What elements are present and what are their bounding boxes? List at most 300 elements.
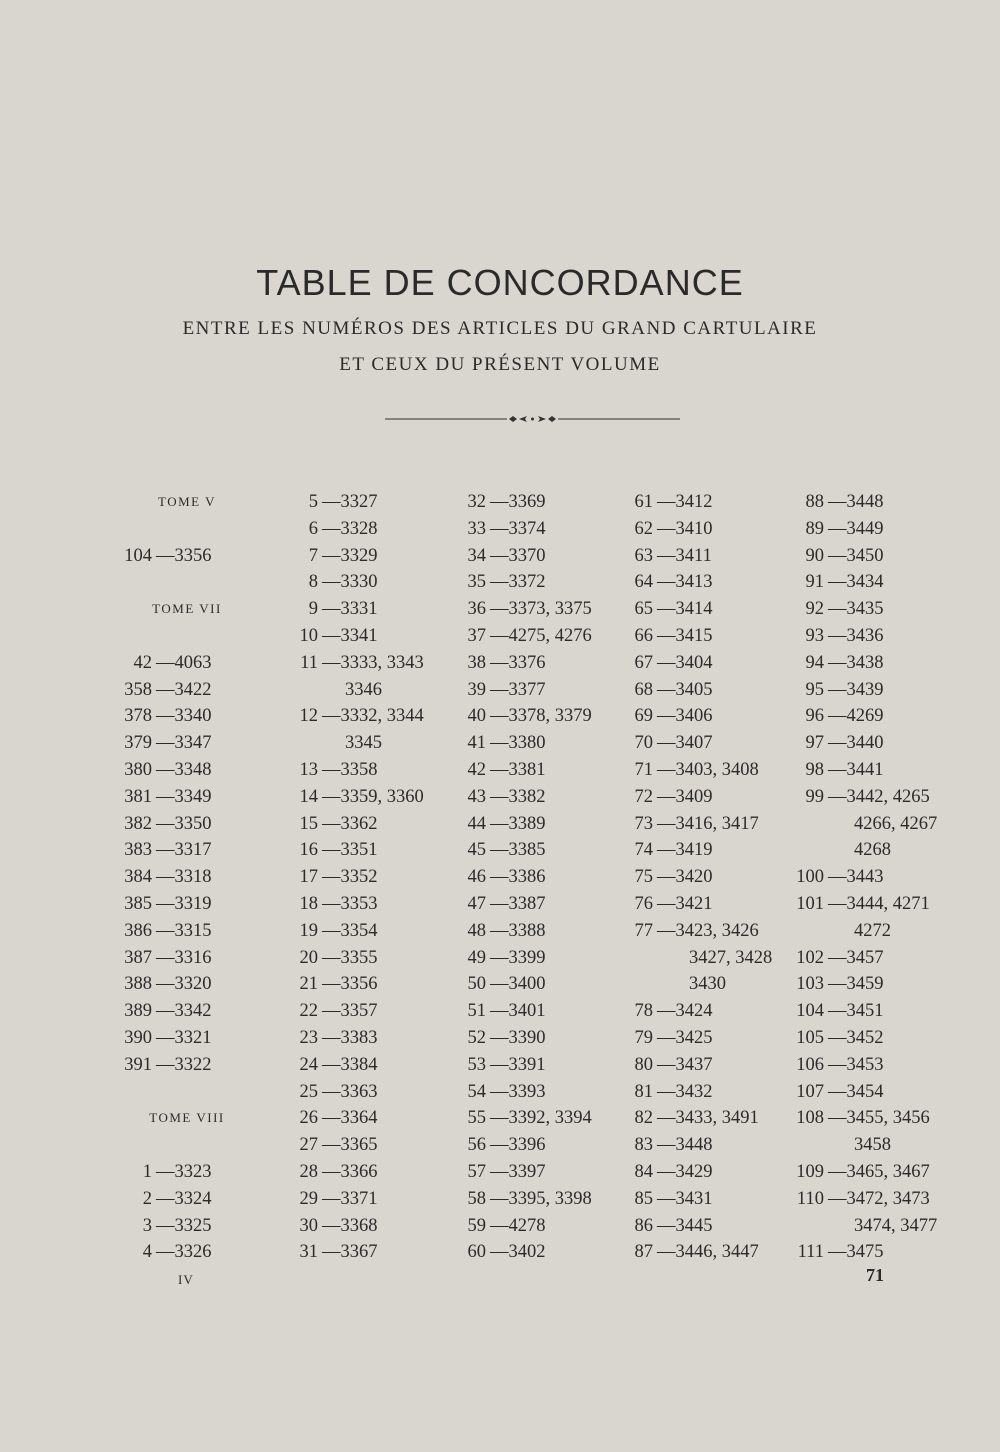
article-number: 109: [796, 1161, 824, 1182]
concordance-entry: [788, 864, 963, 891]
concordance-value: —3359, 3360: [322, 786, 424, 807]
concordance-entry: [625, 623, 795, 650]
concordance-value: —3409: [657, 786, 713, 807]
concordance-value: —3341: [322, 625, 378, 646]
article-number: 383: [124, 840, 152, 861]
article-number: 19: [299, 920, 318, 941]
concordance-value: —3436: [828, 625, 884, 646]
concordance-entry: [290, 971, 460, 998]
concordance-entry: [290, 1186, 460, 1213]
concordance-entry: [458, 703, 628, 730]
concordance-entry: [625, 1213, 795, 1240]
article-number: 81: [634, 1081, 653, 1102]
concordance-value: —3399: [490, 947, 546, 968]
concordance-entry: [112, 1052, 262, 1079]
article-number: 62: [634, 518, 653, 539]
concordance-entry: [788, 516, 963, 543]
subtitle-line-1: ENTRE LES NUMÉROS DES ARTICLES DU GRAND CARTULAIRE: [182, 318, 818, 339]
concordance-entry: [625, 489, 795, 516]
concordance-entry: [788, 677, 963, 704]
concordance-value: —3395, 3398: [490, 1188, 592, 1209]
concordance-entry: [788, 543, 963, 570]
concordance-entry: [458, 1239, 628, 1266]
concordance-value: —3348: [156, 759, 212, 780]
concordance-entry: [458, 1159, 628, 1186]
concordance-value: —3437: [657, 1054, 713, 1075]
concordance-entry: [290, 1052, 460, 1079]
concordance-entry: [458, 998, 628, 1025]
concordance-entry: [112, 730, 262, 757]
concordance-value: —3475: [828, 1242, 884, 1263]
concordance-entry: [788, 757, 963, 784]
article-number: 16: [299, 840, 318, 861]
concordance-entry: [788, 623, 963, 650]
article-number: 27: [299, 1135, 318, 1156]
concordance-entry: [788, 945, 963, 972]
article-number: 46: [467, 867, 486, 888]
concordance-value: —3381: [490, 759, 546, 780]
concordance-entry: [788, 1186, 963, 1213]
spacer-row: [112, 1079, 262, 1106]
concordance-value: —3385: [490, 840, 546, 861]
concordance-value: —3438: [828, 652, 884, 673]
article-number: 36: [467, 599, 486, 620]
concordance-entry: [112, 703, 262, 730]
concordance-value: —3441: [828, 759, 884, 780]
article-number: 33: [467, 518, 486, 539]
article-number: 91: [805, 572, 824, 593]
concordance-entry: [458, 1052, 628, 1079]
concordance-entry: [112, 1025, 262, 1052]
column-2: [290, 489, 460, 1266]
continuation-value: 3427, 3428: [689, 947, 773, 968]
article-number: 11: [300, 652, 318, 673]
concordance-value: —4063: [156, 652, 212, 673]
concordance-entry: [458, 596, 628, 623]
article-number: 26: [299, 1108, 318, 1129]
article-number: 99: [805, 786, 824, 807]
article-number: 7: [308, 545, 318, 566]
concordance-value: —3317: [156, 840, 212, 861]
concordance-entry: [625, 596, 795, 623]
concordance-value: —3397: [490, 1161, 546, 1182]
article-number: 71: [634, 759, 653, 780]
concordance-entry: [458, 677, 628, 704]
concordance-entry: [290, 1239, 460, 1266]
concordance-value: —3374: [490, 518, 546, 539]
concordance-value: —3392, 3394: [490, 1108, 592, 1129]
article-number: 85: [634, 1188, 653, 1209]
concordance-entry: [788, 1105, 963, 1132]
concordance-value: —3316: [156, 947, 212, 968]
article-number: 96: [805, 706, 824, 727]
concordance-value: —3425: [657, 1027, 713, 1048]
article-number: 381: [124, 786, 152, 807]
subtitle-line-2: ET CEUX DU PRÉSENT VOLUME: [339, 354, 661, 375]
concordance-value: —3373, 3375: [490, 599, 592, 620]
concordance-value: —3367: [322, 1242, 378, 1263]
concordance-entry: [458, 1186, 628, 1213]
article-number: 104: [796, 1001, 824, 1022]
concordance-entry: [625, 998, 795, 1025]
concordance-entry: [625, 784, 795, 811]
concordance-value: —3433, 3491: [657, 1108, 759, 1129]
column-5: [788, 489, 963, 1266]
concordance-value: —3472, 3473: [828, 1188, 930, 1209]
article-number: 108: [796, 1108, 824, 1129]
article-number: 4: [142, 1242, 152, 1263]
concordance-entry: [458, 784, 628, 811]
article-number: 52: [467, 1027, 486, 1048]
article-number: 83: [634, 1135, 653, 1156]
article-number: 84: [634, 1161, 653, 1182]
article-number: 60: [467, 1242, 486, 1263]
concordance-value: —3365: [322, 1135, 378, 1156]
concordance-value: —3330: [322, 572, 378, 593]
continuation-value: 4272: [854, 920, 891, 941]
concordance-entry: [290, 569, 460, 596]
article-number: 5: [308, 492, 318, 512]
concordance-value: —3356: [322, 974, 378, 995]
concordance-value: —3368: [322, 1215, 378, 1236]
concordance-value: —3356: [156, 545, 212, 566]
continuation-line: [625, 945, 795, 972]
concordance-value: —3366: [322, 1161, 378, 1182]
concordance-entry: [112, 891, 262, 918]
concordance-value: —3377: [490, 679, 546, 700]
concordance-value: —3372: [490, 572, 546, 593]
concordance-value: —3347: [156, 733, 212, 754]
article-number: 76: [634, 893, 653, 914]
article-number: 51: [467, 1001, 486, 1022]
concordance-value: —3435: [828, 599, 884, 620]
concordance-value: —3429: [657, 1161, 713, 1182]
concordance-entry: [290, 837, 460, 864]
article-number: 390: [124, 1027, 152, 1048]
concordance-entry: [290, 811, 460, 838]
concordance-value: —3419: [657, 840, 713, 861]
concordance-entry: [112, 650, 262, 677]
concordance-value: —3406: [657, 706, 713, 727]
concordance-entry: [458, 1079, 628, 1106]
continuation-value: 3346: [345, 679, 382, 700]
article-number: 101: [796, 893, 824, 914]
concordance-value: —3407: [657, 733, 713, 754]
concordance-value: —3386: [490, 867, 546, 888]
concordance-entry: [290, 1079, 460, 1106]
concordance-entry: [112, 1213, 262, 1240]
tome-heading: TOME VII: [152, 601, 222, 617]
concordance-entry: [788, 971, 963, 998]
concordance-value: —3451: [828, 1001, 884, 1022]
spacer-row: [112, 569, 262, 596]
concordance-value: —3459: [828, 974, 884, 995]
concordance-value: —3331: [322, 599, 378, 620]
concordance-entry: [112, 1186, 262, 1213]
concordance-entry: [625, 730, 795, 757]
concordance-entry: [112, 784, 262, 811]
article-number: 20: [299, 947, 318, 968]
article-number: 88: [805, 492, 824, 512]
concordance-value: —3319: [156, 893, 212, 914]
concordance-value: —3421: [657, 893, 713, 914]
article-number: 15: [299, 813, 318, 834]
article-number: 35: [467, 572, 486, 593]
concordance-value: —3396: [490, 1135, 546, 1156]
concordance-entry: [625, 757, 795, 784]
concordance-value: —3388: [490, 920, 546, 941]
concordance-entry: [788, 891, 963, 918]
concordance-entry: [625, 1186, 795, 1213]
concordance-value: —3449: [828, 518, 884, 539]
concordance-entry: [112, 918, 262, 945]
concordance-entry: [625, 918, 795, 945]
concordance-value: —3411: [657, 545, 712, 566]
concordance-value: —3332, 3344: [322, 706, 424, 727]
concordance-entry: [458, 489, 628, 516]
concordance-value: —3326: [156, 1242, 212, 1263]
concordance-value: —3362: [322, 813, 378, 834]
concordance-entry: [290, 864, 460, 891]
article-number: 80: [634, 1054, 653, 1075]
article-number: 67: [634, 652, 653, 673]
concordance-entry: [458, 650, 628, 677]
concordance-entry: [625, 703, 795, 730]
tome-heading: TOME V: [158, 494, 216, 509]
concordance-value: —3424: [657, 1001, 713, 1022]
article-number: 94: [805, 652, 824, 673]
article-number: 70: [634, 733, 653, 754]
article-number: 25: [299, 1081, 318, 1102]
article-number: 32: [467, 492, 486, 512]
concordance-entry: [290, 489, 460, 516]
concordance-entry: [290, 1132, 460, 1159]
article-number: 3: [142, 1215, 152, 1236]
article-number: 379: [124, 733, 152, 754]
concordance-entry: [290, 650, 460, 677]
concordance-entry: [625, 569, 795, 596]
concordance-entry: [458, 837, 628, 864]
article-number: 34: [467, 545, 486, 566]
concordance-value: —3446, 3447: [657, 1242, 759, 1263]
concordance-entry: [788, 784, 963, 811]
article-number: 86: [634, 1215, 653, 1236]
concordance-value: —3391: [490, 1054, 546, 1075]
concordance-entry: [458, 757, 628, 784]
concordance-value: —3431: [657, 1188, 713, 1209]
concordance-entry: [290, 516, 460, 543]
concordance-entry: [625, 1079, 795, 1106]
concordance-entry: [290, 998, 460, 1025]
concordance-value: —3354: [322, 920, 378, 941]
concordance-entry: [788, 596, 963, 623]
concordance-value: —3443: [828, 867, 884, 888]
concordance-value: —3445: [657, 1215, 713, 1236]
article-number: 43: [467, 786, 486, 807]
article-number: 74: [634, 840, 653, 861]
article-number: 73: [634, 813, 653, 834]
concordance-value: —3423, 3426: [657, 920, 759, 941]
article-number: 382: [124, 813, 152, 834]
article-number: 54: [467, 1081, 486, 1102]
article-number: 87: [634, 1242, 653, 1263]
concordance-entry: [290, 784, 460, 811]
concordance-entry: [290, 703, 460, 730]
concordance-entry: [458, 891, 628, 918]
concordance-entry: [112, 945, 262, 972]
concordance-entry: [112, 1159, 262, 1186]
column-1: [112, 489, 262, 1266]
continuation-value: 3345: [345, 733, 382, 754]
article-number: 104: [124, 545, 152, 566]
concordance-entry: [458, 1105, 628, 1132]
concordance-entry: [625, 891, 795, 918]
article-number: 111: [797, 1242, 824, 1263]
concordance-entry: [788, 1052, 963, 1079]
concordance-entry: [290, 1105, 460, 1132]
article-number: 9: [308, 599, 318, 620]
concordance-value: —3416, 3417: [657, 813, 759, 834]
concordance-value: —3349: [156, 786, 212, 807]
concordance-entry: [112, 677, 262, 704]
concordance-value: —3448: [657, 1135, 713, 1156]
concordance-entry: [458, 1025, 628, 1052]
concordance-value: —3318: [156, 867, 212, 888]
concordance-value: —3371: [322, 1188, 378, 1209]
article-number: 82: [634, 1108, 653, 1129]
concordance-entry: [290, 891, 460, 918]
concordance-entry: [112, 543, 262, 570]
article-number: 17: [299, 867, 318, 888]
concordance-entry: [458, 623, 628, 650]
concordance-value: —3358: [322, 759, 378, 780]
concordance-entry: [788, 569, 963, 596]
concordance-entry: [625, 650, 795, 677]
article-number: 44: [467, 813, 486, 834]
concordance-entry: [290, 543, 460, 570]
article-number: 387: [124, 947, 152, 968]
article-number: 98: [805, 759, 824, 780]
article-number: 38: [467, 652, 486, 673]
continuation-value: 3430: [689, 974, 726, 995]
concordance-value: —3333, 3343: [322, 652, 424, 673]
concordance-value: —3390: [490, 1027, 546, 1048]
article-number: 380: [124, 759, 152, 780]
concordance-entry: [625, 516, 795, 543]
concordance-value: —3448: [828, 492, 884, 512]
article-number: 59: [467, 1215, 486, 1236]
concordance-value: —3401: [490, 1001, 546, 1022]
concordance-value: —3413: [657, 572, 713, 593]
concordance-value: —4278: [490, 1215, 546, 1236]
article-number: 79: [634, 1027, 653, 1048]
concordance-value: —3378, 3379: [490, 706, 592, 727]
concordance-entry: [625, 1105, 795, 1132]
concordance-value: —3325: [156, 1215, 212, 1236]
continuation-value: 4268: [854, 840, 891, 861]
concordance-entry: [788, 650, 963, 677]
article-number: 61: [634, 492, 653, 512]
concordance-entry: [625, 543, 795, 570]
article-number: 57: [467, 1161, 486, 1182]
concordance-entry: [625, 1052, 795, 1079]
spacer-row: [112, 516, 262, 543]
continuation-value: 3474, 3477: [854, 1215, 938, 1236]
concordance-entry: [290, 1025, 460, 1052]
concordance-value: —3393: [490, 1081, 546, 1102]
concordance-value: —3363: [322, 1081, 378, 1102]
concordance-value: —3384: [322, 1054, 378, 1075]
spacer-row: [112, 623, 262, 650]
page-title: TABLE DE CONCORDANCE: [256, 262, 744, 303]
concordance-value: —3340: [156, 706, 212, 727]
concordance-entry: [788, 703, 963, 730]
concordance-entry: [112, 757, 262, 784]
article-number: 100: [796, 867, 824, 888]
concordance-value: —3323: [156, 1161, 212, 1182]
article-number: 39: [467, 679, 486, 700]
concordance-entry: [458, 569, 628, 596]
concordance-entry: [625, 1132, 795, 1159]
concordance-value: —3322: [156, 1054, 212, 1075]
concordance-entry: [290, 1213, 460, 1240]
concordance-value: —3457: [828, 947, 884, 968]
concordance-value: —3351: [322, 840, 378, 861]
concordance-entry: [788, 730, 963, 757]
concordance-value: —3403, 3408: [657, 759, 759, 780]
concordance-value: —3432: [657, 1081, 713, 1102]
column-3: [458, 489, 628, 1266]
concordance-value: —3370: [490, 545, 546, 566]
concordance-value: —3422: [156, 679, 212, 700]
continuation-line: [290, 677, 460, 704]
concordance-value: —3369: [490, 492, 546, 512]
concordance-entry: [290, 757, 460, 784]
concordance-value: —3350: [156, 813, 212, 834]
continuation-value: 4266, 4267: [854, 813, 938, 834]
article-number: 89: [805, 518, 824, 539]
concordance-value: —3383: [322, 1027, 378, 1048]
concordance-entry: [788, 1159, 963, 1186]
concordance-entry: [625, 1239, 795, 1266]
concordance-value: —3355: [322, 947, 378, 968]
concordance-entry: [458, 945, 628, 972]
article-number: 97: [805, 733, 824, 754]
concordance-value: —3404: [657, 652, 713, 673]
article-number: 18: [299, 893, 318, 914]
concordance-entry: [112, 811, 262, 838]
concordance-value: —3465, 3467: [828, 1161, 930, 1182]
article-number: 22: [299, 1001, 318, 1022]
concordance-entry: [290, 623, 460, 650]
concordance-entry: [458, 730, 628, 757]
article-number: 93: [805, 625, 824, 646]
concordance-value: —3452: [828, 1027, 884, 1048]
article-number: 68: [634, 679, 653, 700]
article-number: 64: [634, 572, 653, 593]
concordance-value: —3455, 3456: [828, 1108, 930, 1129]
article-number: 388: [124, 974, 152, 995]
concordance-entry: [290, 918, 460, 945]
concordance-value: —3320: [156, 974, 212, 995]
concordance-entry: [625, 837, 795, 864]
concordance-value: —4275, 4276: [490, 625, 592, 646]
concordance-entry: [458, 811, 628, 838]
concordance-value: —3414: [657, 599, 713, 620]
article-number: 45: [467, 840, 486, 861]
article-number: 58: [467, 1188, 486, 1209]
article-number: 110: [796, 1188, 824, 1209]
